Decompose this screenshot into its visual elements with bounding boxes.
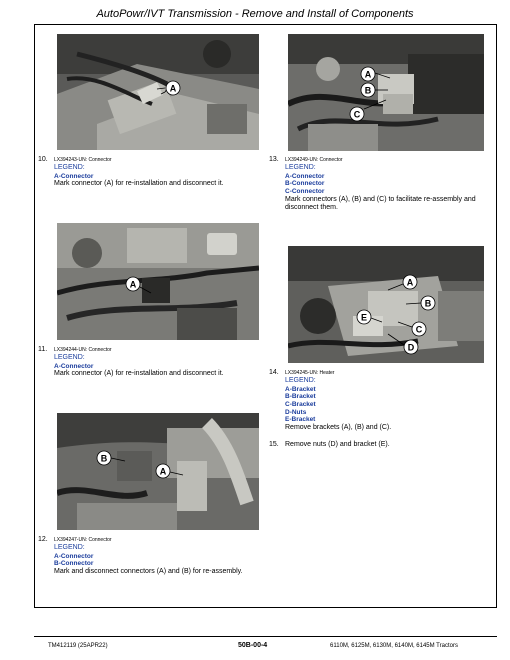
step-number: 12. bbox=[38, 536, 48, 543]
footer-page-number: 50B-00-4 bbox=[238, 642, 268, 649]
callout-b: B bbox=[100, 453, 108, 464]
callouts-step-12 bbox=[57, 413, 259, 530]
legend-item: A-Connector bbox=[54, 172, 94, 180]
step-instruction: Remove brackets (A), (B) and (C). bbox=[285, 423, 392, 431]
legend-item: D-Nuts bbox=[285, 408, 307, 416]
callout-b: B bbox=[424, 298, 432, 309]
legend-title: LEGEND: bbox=[54, 164, 85, 172]
step-number: 11. bbox=[38, 346, 48, 353]
step-number: 10. bbox=[38, 156, 48, 163]
step-instruction: Mark connectors (A), (B) and (C) to facilitate re-assembly and disconnect them. bbox=[285, 195, 476, 212]
step-instruction: Mark connector (A) for re-installation and disconnect it. bbox=[54, 370, 224, 378]
page-title: AutoPowr/IVT Transmission - Remove and Install of Components bbox=[96, 8, 414, 20]
legend-title: LEGEND: bbox=[54, 354, 85, 362]
figure-caption: LX394247-UN: Connector bbox=[54, 537, 112, 543]
footer-divider bbox=[34, 636, 497, 637]
legend-title: LEGEND: bbox=[285, 377, 316, 385]
legend-item: E-Bracket bbox=[285, 416, 316, 424]
legend-item: B-Connector bbox=[285, 180, 325, 188]
callout-c: C bbox=[415, 324, 423, 335]
callout-a: A bbox=[159, 466, 167, 477]
callout-e: E bbox=[360, 312, 368, 323]
callout-b: B bbox=[364, 85, 372, 96]
callouts-step-13 bbox=[288, 34, 484, 151]
callouts-step-14 bbox=[288, 246, 484, 363]
legend-title: LEGEND: bbox=[285, 164, 316, 172]
figure-caption: LX394244-UN: Connector bbox=[54, 347, 112, 353]
legend-item: A-Connector bbox=[54, 362, 94, 370]
step-number: 13. bbox=[269, 156, 279, 163]
step-number: 14. bbox=[269, 369, 279, 376]
callout-d: D bbox=[407, 342, 415, 353]
figure-caption: LX394243-UN: Connector bbox=[54, 157, 112, 163]
legend-item: C-Connector bbox=[285, 188, 325, 195]
legend-item: B-Bracket bbox=[285, 393, 316, 401]
callouts-step-11 bbox=[57, 223, 259, 340]
step-instruction: Remove nuts (D) and bracket (E). bbox=[285, 441, 390, 448]
callout-c: C bbox=[353, 109, 361, 120]
legend-item: A-Connector bbox=[54, 552, 94, 560]
legend-item: A-Connector bbox=[285, 172, 325, 180]
figure-caption: LX394249-UN: Connector bbox=[285, 157, 343, 163]
figure-caption: LX394245-UN: Heater bbox=[285, 370, 335, 376]
step-instruction: Mark and disconnect connectors (A) and (B) for re-assembly. bbox=[54, 568, 243, 575]
callouts-step-10 bbox=[57, 34, 259, 150]
footer-model-list: 6110M, 6125M, 6130M, 6140M, 6145M Tractors bbox=[330, 643, 458, 649]
footer-document-id: TM412119 (25APR22) bbox=[48, 643, 108, 649]
step-instruction: Mark connector (A) for re-installation and disconnect it. bbox=[54, 180, 224, 188]
callout-a: A bbox=[169, 83, 177, 94]
legend-item: B-Connector bbox=[54, 560, 94, 568]
legend-title: LEGEND: bbox=[54, 544, 85, 552]
callout-a: A bbox=[406, 277, 414, 288]
legend-item: A-Bracket bbox=[285, 385, 316, 393]
step-number: 15. bbox=[269, 441, 279, 448]
callout-a: A bbox=[129, 279, 137, 290]
callout-a: A bbox=[364, 69, 372, 80]
legend-item: C-Bracket bbox=[285, 401, 316, 408]
